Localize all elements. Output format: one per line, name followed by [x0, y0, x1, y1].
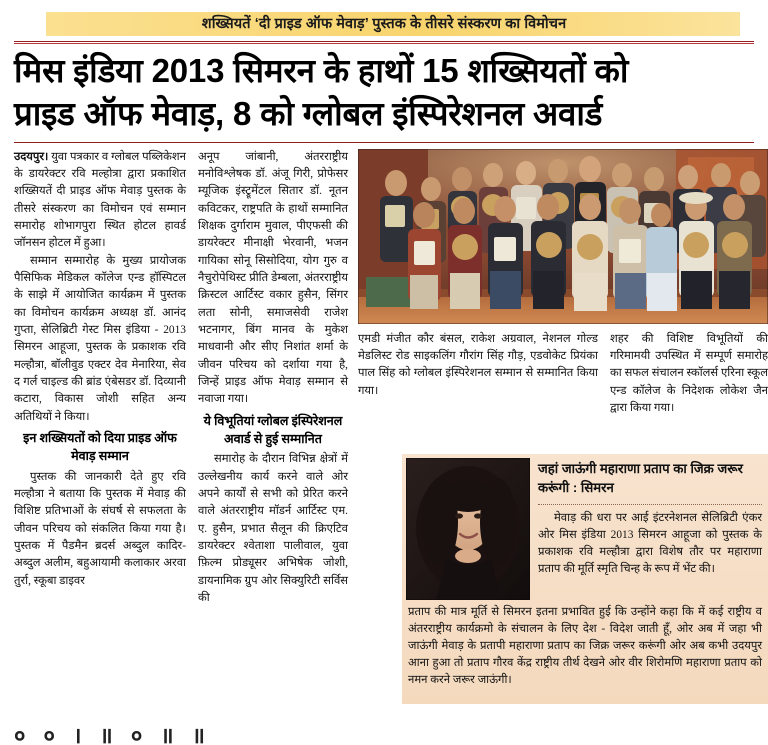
page-headline	[14, 50, 754, 136]
paragraph: समारोह के दौरान विभिन्न क्षेत्रों में उल्लेखनीय कार्य करने वाले ओर अपने कार्यों से सभी को प्रेरित करने वाले अंतरराष्ट्रीय मॉडर्न आर्टिस्ट एम. ए. हुसैन, प्रभात सैलून की क्रिएटिव डायरेक्टर श्वेताशा पालीवाल, युवा फ़िल्म प्रोड्यूसर अभिषेक जोशी, डायनामिक ग्रुप ओर सिक्युरिटी सर्विस की	[198, 453, 348, 605]
article-column-2	[198, 149, 348, 608]
article-column-1	[14, 149, 186, 590]
paragraph-text: युवा पत्रकार व ग्लोबल पब्लिकेशन के डायरेक्टर रवि मल्होत्रा द्वारा प्रकाशित शख्सियतें दी प्राइड ऑफ मेवाड़ पुस्तक के तीसरे संस्करण का विमोचन एवं सम्मान समारोह शोभागपुरा स्थित होटल हावर्ड जॉनसन होटल में हुआ।	[14, 150, 186, 250]
kicker-banner	[14, 12, 754, 38]
kicker-text: शख्सियतें ‘दी प्राइड ऑफ मेवाड़’ पुस्तक के तीसरे संस्करण का विमोचन	[201, 16, 567, 32]
sidebar-heading: जहां जाऊंगी महाराणा प्रताप का जिक्र जरूर करूंगी : सिमरन	[538, 460, 743, 495]
simran-ahuja-portrait	[406, 458, 530, 600]
paragraph: एमडी मंजीत कौर बंसल, राकेश अग्रवाल, नेशनल गोल्ड मेडलिस्ट रोड साइकलिंग गौरांग सिंह गौड़, एडवोकेट प्रियंका पाल सिंह को ग्लोबल इंस्पिरेशनल सम्मान से सम्मानित किया गया।	[358, 332, 598, 397]
paragraph	[14, 149, 186, 253]
newspaper-page	[0, 12, 768, 745]
article-column-4	[610, 331, 768, 418]
article-column-3	[358, 331, 598, 400]
headline-line-1: मिस इंडिया 2013 सिमरन के हाथों 15 शख्सियतों को	[14, 52, 629, 89]
portrait-graphic	[406, 458, 530, 600]
paragraph: प्रताप की मात्र मूर्ति से सिमरन इतना प्रभावित हुई कि उन्होंने कहा कि में कई राष्ट्रीय व अंतरराष्ट्रीय कार्यक्रमो के संचालन के लिए देश - विदेश जाती हूँ, ओर अब में जहा भी जाऊंगी मेवाड़ के प्रतापी महाराणा प्रताप का जिक्र जरूर करूंगी ओर अब कभी उदयपुर आना हुआ तो प्रताप गौरव केंद्र राष्ट्रीय तीर्थ देखने ओर वीर शिरोमणि महाराणा प्रताप को नमन करने जरूर जाऊंगी।	[408, 605, 762, 687]
sidebar-box	[402, 454, 768, 704]
headline-line-2: प्राइड ऑफ मेवाड़, 8 को ग्लोबल इंस्पिरेशनल अवार्ड	[14, 94, 603, 132]
paragraph: शहर की विशिष्ट विभूतियों की गरिमामयी उपस्थित में सम्पूर्ण समारोह का सफल संचालन स्कॉलर्स एरिना स्कूल एन्ड कॉलेज के निदेशक लोकेश जैन द्वारा किया गया।	[610, 332, 768, 415]
dateline: उदयपुर।	[14, 150, 49, 163]
award-ceremony-group-photo	[358, 149, 768, 324]
paragraph: अनूप जांबानी, अंतरराष्ट्रीय मनोविश्लेषक डॉ. अंजू गिरी, प्रोफेसर म्यूजिक इंस्ट्रूमेंटल सितार डॉ. नूतन कविटकर, राष्ट्रपति के हाथों सम्मानित शिक्षक दुर्गाराम मुवाल, पीएफसी की डायरेक्टर मीनाक्षी भेरवानी, भजन गायिका सोनू सिसोदिया, योग गुरु व नैचुरोपेथिस्ट प्रीति डेम्बला, अंतरराष्ट्रीय क्रिस्टल आर्टिस्ट वकार हुसैन, सिंगर लता सोनी, समाजसेवी राजेश भटनागर, बिंग मानव के मुकेश माधवानी और सीए निशांत शर्मा के जीवन परिचय को दर्शाया गया है, जिन्हें प्राइड ऑफ मेवाड़ सम्मान से नवाजा गया।	[198, 150, 348, 406]
paragraph: पुस्तक की जानकारी देते हुए रवि मल्हौत्रा ने बताया कि पुस्तक में मेवाड़ की विशिष्ट प्रतिभाओं के संघर्ष से सफलता के जीवन परिचय को संकलित किया गया है। पुस्तक में पैडमैन ब्रदर्स अब्दुल कादिर-अब्दुल अलीम, बहुआयामी कलाकार अरवा तुर्रा, स्कूबा डाइवर	[14, 470, 186, 587]
section-subheading: इन शख्सियतों को दिया प्राइड ऑफ मेवाड़ सम्मान	[23, 431, 177, 463]
group-photo-graphic	[358, 149, 768, 324]
kicker-divider	[14, 41, 754, 44]
next-article-bleed: ० ० । ॥ ० ॥ ॥	[14, 727, 211, 745]
headline-divider	[14, 142, 754, 143]
sidebar-body-bottom	[408, 604, 762, 690]
sidebar-dotted-divider	[538, 504, 762, 505]
article-body	[14, 149, 768, 714]
paragraph: मेवाड़ की धरा पर आई इंटरनेशनल सेलिब्रिटी एंकर ओर मिस इंडिया 2013 सिमरन आहूजा को पुस्तक के प्रकाशक रवि मल्हौत्रा द्वारा विशेष तौर पर महाराणा प्रताप की मूर्ति स्मृति चिन्ह के रूप में भेंट की।	[538, 511, 762, 576]
sidebar-body-top	[538, 510, 762, 578]
section-subheading: ये विभूतियां ग्लोबल इंस्पिरेशनल अवार्ड से हुई सम्मानित	[203, 413, 343, 446]
paragraph: सम्मान सम्मारोह के मुख्य प्रायोजक पैसिफिक मेडिकल कॉलेज एन्ड हॉस्पिटल के साझे में आयोजित कार्यक्रम में पुस्तक का विमोचन कार्यक्रम अध्यक्ष डॉ. आनंद गुप्ता, सेलिब्रिटी गेस्ट मिस इंडिया - 2013 सिमरन आहूजा, पुस्तक के प्रकाशक रवि मल्हौत्रा, बॉलीवुड एक्टर देव मेनारिया, सेव द गर्ल चाइल्ड की ब्रांड एंबेसडर डॉ. दिव्यानी कटारा, विकास जोशी सहित अन्य अतिथियों ने किया।	[14, 254, 186, 423]
